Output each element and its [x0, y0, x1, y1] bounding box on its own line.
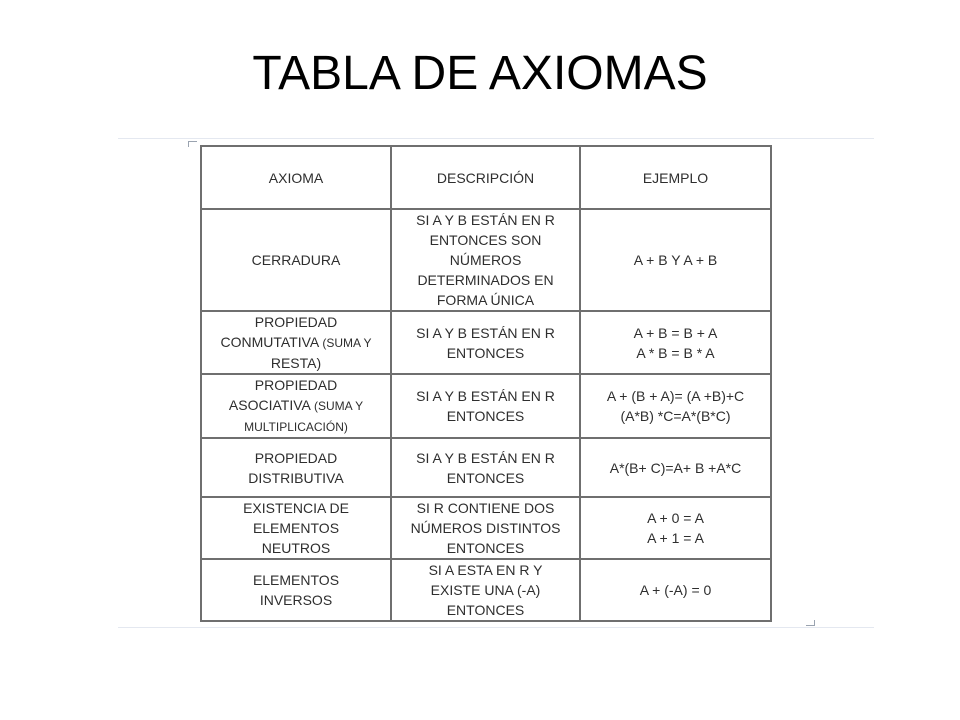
descripcion-line: ENTONCES SON	[429, 232, 542, 248]
axioma-note: RESTA)	[270, 355, 322, 371]
resize-handle-mark	[188, 141, 197, 147]
axioma-line: CERRADURA	[251, 252, 341, 268]
cell-descripcion	[391, 438, 580, 497]
axioma-line: NEUTROS	[261, 540, 331, 556]
cell-ejemplo	[580, 209, 771, 311]
ejemplo-line: A + 0 = A	[647, 510, 704, 526]
cell-axioma	[201, 209, 391, 311]
table-row	[201, 559, 771, 621]
descripcion-line: ENTONCES	[446, 602, 525, 618]
axioma-line: ELEMENTOS	[252, 520, 340, 536]
cell-axioma	[201, 497, 391, 559]
ejemplo-line: A + (-A) = 0	[639, 582, 712, 598]
header-ejemplo: EJEMPLO	[580, 146, 771, 209]
descripcion-line: SI A Y B ESTÁN EN R	[416, 212, 555, 228]
ejemplo-line: A * B = B * A	[636, 344, 715, 361]
descripcion-line: NÚMEROS DISTINTOS	[410, 520, 561, 536]
descripcion-line: SI A Y B ESTÁN EN R	[416, 449, 555, 466]
axioma-note: (SUMA Y	[313, 399, 364, 413]
descripcion-line: SI A ESTA EN R Y	[428, 562, 543, 578]
cell-descripcion	[391, 497, 580, 559]
cell-descripcion	[391, 559, 580, 621]
header-axioma: AXIOMA	[201, 146, 391, 209]
descripcion-line: FORMA ÚNICA	[436, 292, 535, 308]
axioma-line: INVERSOS	[259, 592, 333, 608]
ejemplo-line: A + B = B + A	[633, 324, 718, 341]
descripcion-line: ENTONCES	[446, 344, 525, 361]
table-row	[201, 497, 771, 559]
descripcion-line: ENTONCES	[446, 540, 525, 556]
axioma-line: CONMUTATIVA	[220, 334, 319, 350]
table-row	[201, 209, 771, 311]
axioma-line: ELEMENTOS	[252, 572, 340, 588]
table-header-row	[201, 146, 771, 209]
ejemplo-line: (A*B) *C=A*(B*C)	[620, 408, 731, 424]
axioma-line: EXISTENCIA DE	[243, 500, 349, 516]
axioma-note: MULTIPLICACIÓN)	[244, 420, 348, 434]
table-row	[201, 374, 771, 438]
cell-ejemplo	[580, 438, 771, 497]
cell-ejemplo	[580, 497, 771, 559]
ejemplo-line: A + 1 = A	[647, 530, 704, 546]
cell-axioma	[201, 559, 391, 621]
axioma-note: (SUMA Y	[322, 336, 372, 350]
table-row	[201, 311, 771, 374]
slide-title: TABLA DE AXIOMAS	[252, 47, 708, 100]
cell-axioma	[201, 374, 391, 438]
descripcion-line: NÚMEROS	[449, 252, 522, 268]
cell-axioma	[201, 311, 391, 374]
descripcion-line: SI A Y B ESTÁN EN R	[416, 324, 555, 341]
descripcion-line: SI A Y B ESTÁN EN R	[416, 388, 555, 404]
axioma-line: DISTRIBUTIVA	[248, 469, 344, 486]
ejemplo-line: A + (B + A)= (A +B)+C	[606, 388, 745, 404]
axioma-line: PROPIEDAD	[254, 314, 338, 330]
cell-ejemplo	[580, 311, 771, 374]
axiom-table-image	[118, 138, 874, 628]
descripcion-line: ENTONCES	[446, 469, 525, 486]
descripcion-line: ENTONCES	[446, 408, 525, 424]
descripcion-line: SI R CONTIENE DOS	[416, 500, 555, 516]
header-descripcion: DESCRIPCIÓN	[391, 146, 580, 209]
descripcion-line: EXISTE UNA (-A)	[430, 582, 541, 598]
table-row	[201, 438, 771, 497]
axioma-line: PROPIEDAD	[254, 377, 338, 393]
resize-handle-mark	[806, 620, 815, 626]
cell-descripcion	[391, 209, 580, 311]
axiom-table	[200, 145, 772, 622]
axioma-line: ASOCIATIVA	[228, 397, 311, 413]
cell-ejemplo	[580, 559, 771, 621]
ejemplo-line: A*(B+ C)=A+ B +A*C	[609, 459, 742, 476]
ejemplo-line: A + B Y A + B	[633, 252, 718, 268]
cell-ejemplo	[580, 374, 771, 438]
descripcion-line: DETERMINADOS EN	[417, 272, 554, 288]
axioma-line: PROPIEDAD	[254, 449, 338, 466]
cell-descripcion	[391, 311, 580, 374]
cell-axioma	[201, 438, 391, 497]
cell-descripcion	[391, 374, 580, 438]
